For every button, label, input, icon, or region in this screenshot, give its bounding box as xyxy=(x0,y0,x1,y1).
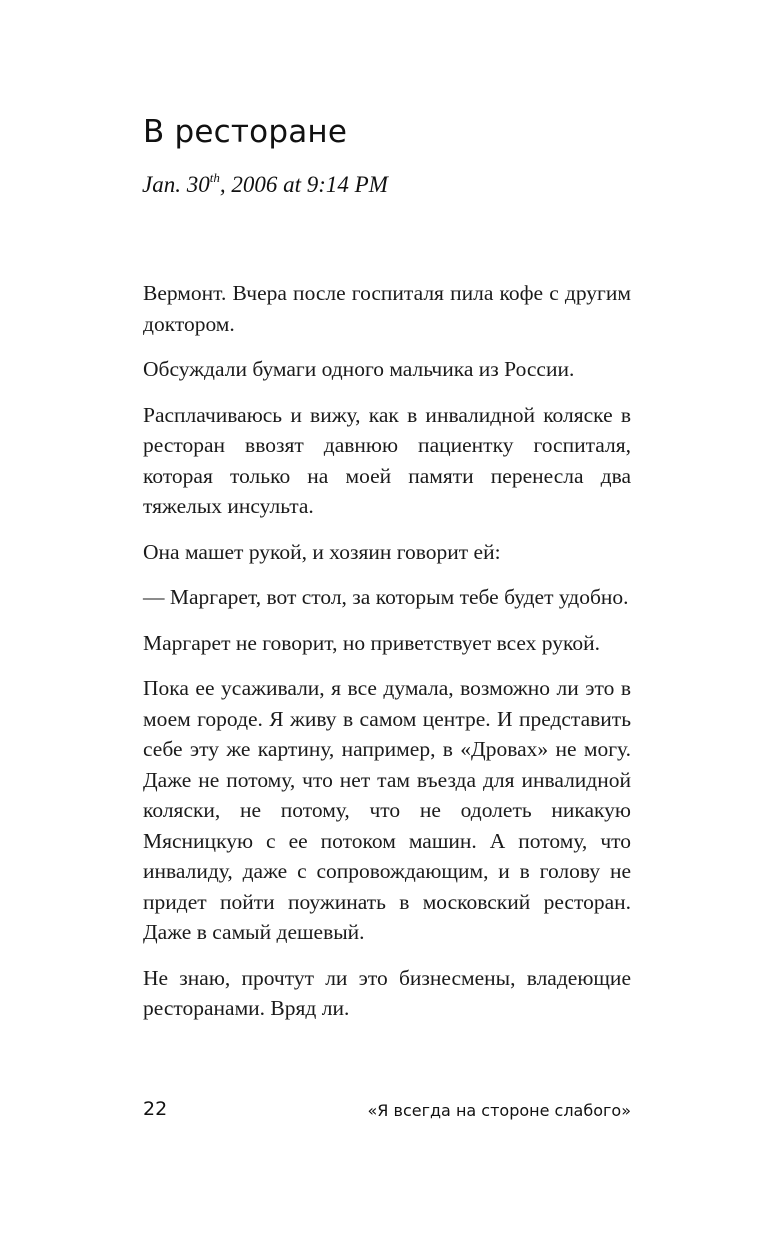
paragraph-6: Маргарет не говорит, но приветствует всех рукой. xyxy=(143,630,601,655)
paragraph-5: — Маргарет, вот стол, за которым тебе будет удобно. xyxy=(143,585,629,609)
paragraph-1: Вермонт. Вчера после госпиталя пила кофе с другим доктором. xyxy=(143,281,631,336)
paragraph-7: Пока ее усаживали, я все думала, возможно ли это в моем городе. Я живу в самом центре. И представить себе эту же картину, например, в «Дровах» не могу. Даже не потому, что нет там въезда для инвалидной коляски, не потому, что не одолеть никакую Мясницкую с ее потоком машин. А потому, что инвалиду, даже с сопровождающим, и в голову не придет пойти поужинать в московский ресторан. Даже в самый дешевый. xyxy=(143,676,631,944)
date-rest: , 2006 at 9:14 PM xyxy=(219,172,388,197)
date-prefix: Jan. 30 xyxy=(142,172,210,197)
body-text xyxy=(143,278,631,1039)
chapter-date xyxy=(142,172,388,198)
running-title: «Я всегда на стороне слабого» xyxy=(367,1101,631,1120)
paragraph-8: Не знаю, прочтут ли это бизнесмены, владеющие ресторанами. Вряд ли. xyxy=(143,965,631,1020)
chapter-title: В ресторане xyxy=(143,114,348,150)
paragraph-3: Расплачиваюсь и вижу, как в инвалидной коляске в ресторан ввозят давнюю пациентку госпиталя, которая только на моей памяти перенесла два тяжелых инсульта. xyxy=(143,402,631,518)
page-footer xyxy=(143,1098,631,1128)
paragraph-4: Она машет рукой, и хозяин говорит ей: xyxy=(143,539,501,564)
paragraph-2: Обсуждали бумаги одного мальчика из России. xyxy=(143,357,575,381)
date-ordinal-suffix: th xyxy=(209,170,220,185)
page-number: 22 xyxy=(143,1098,168,1120)
